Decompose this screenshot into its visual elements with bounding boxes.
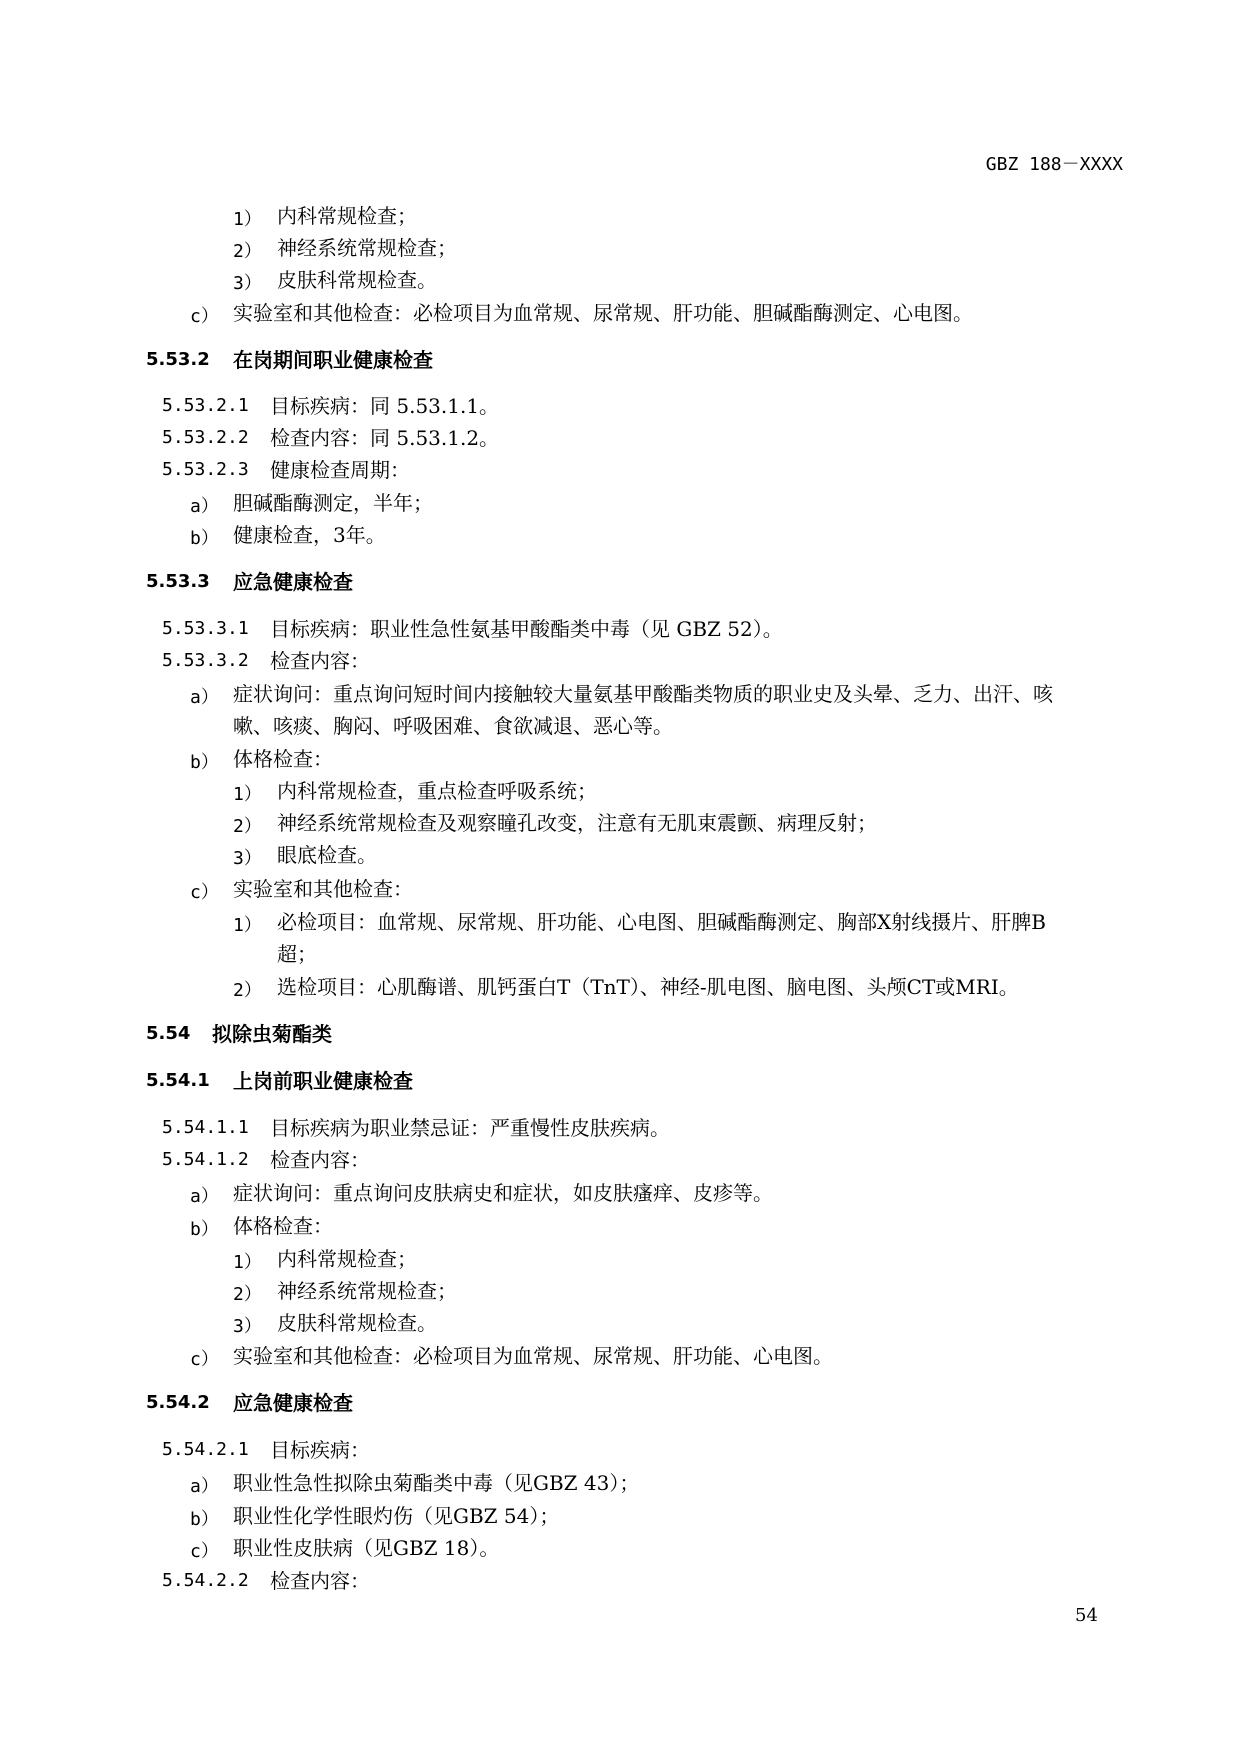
item-marker: 5.53.2 — [146, 349, 210, 370]
item-marker: b） — [190, 752, 219, 773]
body-text-line: 目标疾病：职业性急性氨基甲酸酯类中毒（见 GBZ 52）。 — [270, 617, 783, 641]
item-marker: 1） — [233, 915, 262, 936]
body-text-line: 神经系统常规检查及观察瞳孔改变，注意有无肌束震颤、病理反射； — [277, 811, 877, 835]
body-text-line: 眼底检查。 — [277, 843, 377, 867]
running-header: GBZ 188－XXXX — [985, 154, 1123, 175]
body-text-line: 症状询问：重点询问短时间内接触较大量氨基甲酸酯类物质的职业史及头晕、乏力、出汗、咳 — [233, 682, 1053, 706]
item-marker: 2） — [233, 816, 262, 837]
section-heading: 应急健康检查 — [233, 1391, 353, 1415]
item-marker: 1） — [233, 1252, 262, 1273]
item-marker: 5.53.2.1 — [162, 395, 249, 416]
item-marker: a） — [190, 1186, 219, 1207]
item-marker: 3） — [233, 848, 262, 869]
body-text-line: 职业性皮肤病（见GBZ 18）。 — [233, 1536, 500, 1560]
item-marker: 3） — [233, 273, 262, 294]
item-marker: 5.53.2.3 — [162, 459, 249, 480]
item-marker: 2） — [233, 1284, 262, 1305]
body-text-line: 健康检查，3年。 — [233, 523, 386, 547]
body-text-line: 目标疾病：同 5.53.1.1。 — [270, 394, 500, 418]
body-text-line: 超； — [277, 942, 317, 966]
body-text-line: 实验室和其他检查： — [233, 877, 413, 901]
body-text-line: 实验室和其他检查：必检项目为血常规、尿常规、肝功能、胆碱酯酶测定、心电图。 — [233, 301, 973, 325]
page-number: 54 — [1075, 1605, 1098, 1626]
body-text-line: 职业性急性拟除虫菊酯类中毒（见GBZ 43）； — [233, 1471, 640, 1495]
body-text-line: 内科常规检查； — [277, 204, 417, 228]
body-text-line: 神经系统常规检查； — [277, 236, 457, 260]
body-text-line: 嗽、咳痰、胸闷、呼吸困难、食欲减退、恶心等。 — [233, 714, 673, 738]
item-marker: 5.54.1 — [146, 1070, 210, 1091]
item-marker: 5.53.3 — [146, 571, 210, 592]
section-heading: 在岗期间职业健康检查 — [233, 348, 433, 372]
item-marker: c） — [190, 1349, 219, 1370]
item-marker: 5.54.1.2 — [162, 1149, 249, 1170]
item-marker: a） — [190, 687, 219, 708]
item-marker: c） — [190, 306, 219, 327]
item-marker: b） — [190, 528, 219, 549]
item-marker: 5.54.1.1 — [162, 1117, 249, 1138]
body-text-line: 皮肤科常规检查。 — [277, 268, 437, 292]
body-text-line: 职业性化学性眼灼伤（见GBZ 54）； — [233, 1504, 560, 1528]
body-text-line: 体格检查： — [233, 1214, 333, 1238]
item-marker: a） — [190, 1476, 219, 1497]
body-text-line: 目标疾病为职业禁忌证：严重慢性皮肤疾病。 — [270, 1116, 670, 1140]
item-marker: 5.54.2 — [146, 1392, 210, 1413]
item-marker: c） — [190, 882, 219, 903]
item-marker: 5.53.3.1 — [162, 618, 249, 639]
body-text-line: 目标疾病： — [270, 1438, 370, 1462]
body-text-line: 内科常规检查，重点检查呼吸系统； — [277, 779, 597, 803]
body-text-line: 必检项目：血常规、尿常规、肝功能、心电图、胆碱酯酶测定、胸部X射线摄片、肝脾B — [277, 910, 1046, 934]
item-marker: 5.54.2.1 — [162, 1439, 249, 1460]
item-marker: 5.53.3.2 — [162, 650, 249, 671]
body-text-line: 皮肤科常规检查。 — [277, 1311, 437, 1335]
item-marker: a） — [190, 496, 219, 517]
item-marker: 5.53.2.2 — [162, 427, 249, 448]
body-text-line: 神经系统常规检查； — [277, 1279, 457, 1303]
item-marker: b） — [190, 1219, 219, 1240]
section-heading: 上岗前职业健康检查 — [233, 1069, 413, 1093]
body-text-line: 检查内容： — [270, 1148, 370, 1172]
item-marker: c） — [190, 1541, 219, 1562]
section-heading: 拟除虫菊酯类 — [212, 1022, 332, 1046]
item-marker: 3） — [233, 1316, 262, 1337]
item-marker: 1） — [233, 784, 262, 805]
body-text-line: 检查内容：同 5.53.1.2。 — [270, 426, 500, 450]
body-text-line: 内科常规检查； — [277, 1247, 417, 1271]
item-marker: 2） — [233, 980, 262, 1001]
body-text-line: 检查内容： — [270, 1569, 370, 1593]
item-marker: 2） — [233, 241, 262, 262]
section-heading: 应急健康检查 — [233, 570, 353, 594]
body-text-line: 检查内容： — [270, 649, 370, 673]
item-marker: 5.54.2.2 — [162, 1570, 249, 1591]
body-text-line: 胆碱酯酶测定，半年； — [233, 491, 433, 515]
body-text-line: 实验室和其他检查：必检项目为血常规、尿常规、肝功能、心电图。 — [233, 1344, 833, 1368]
body-text-line: 健康检查周期： — [270, 458, 410, 482]
body-text-line: 体格检查： — [233, 747, 333, 771]
item-marker: b） — [190, 1509, 219, 1530]
item-marker: 5.54 — [146, 1023, 191, 1044]
body-text-line: 症状询问：重点询问皮肤病史和症状，如皮肤瘙痒、皮疹等。 — [233, 1181, 773, 1205]
body-text-line: 选检项目：心肌酶谱、肌钙蛋白T（TnT）、神经-肌电图、脑电图、头颅CT或MRI。 — [277, 975, 1019, 999]
item-marker: 1） — [233, 209, 262, 230]
